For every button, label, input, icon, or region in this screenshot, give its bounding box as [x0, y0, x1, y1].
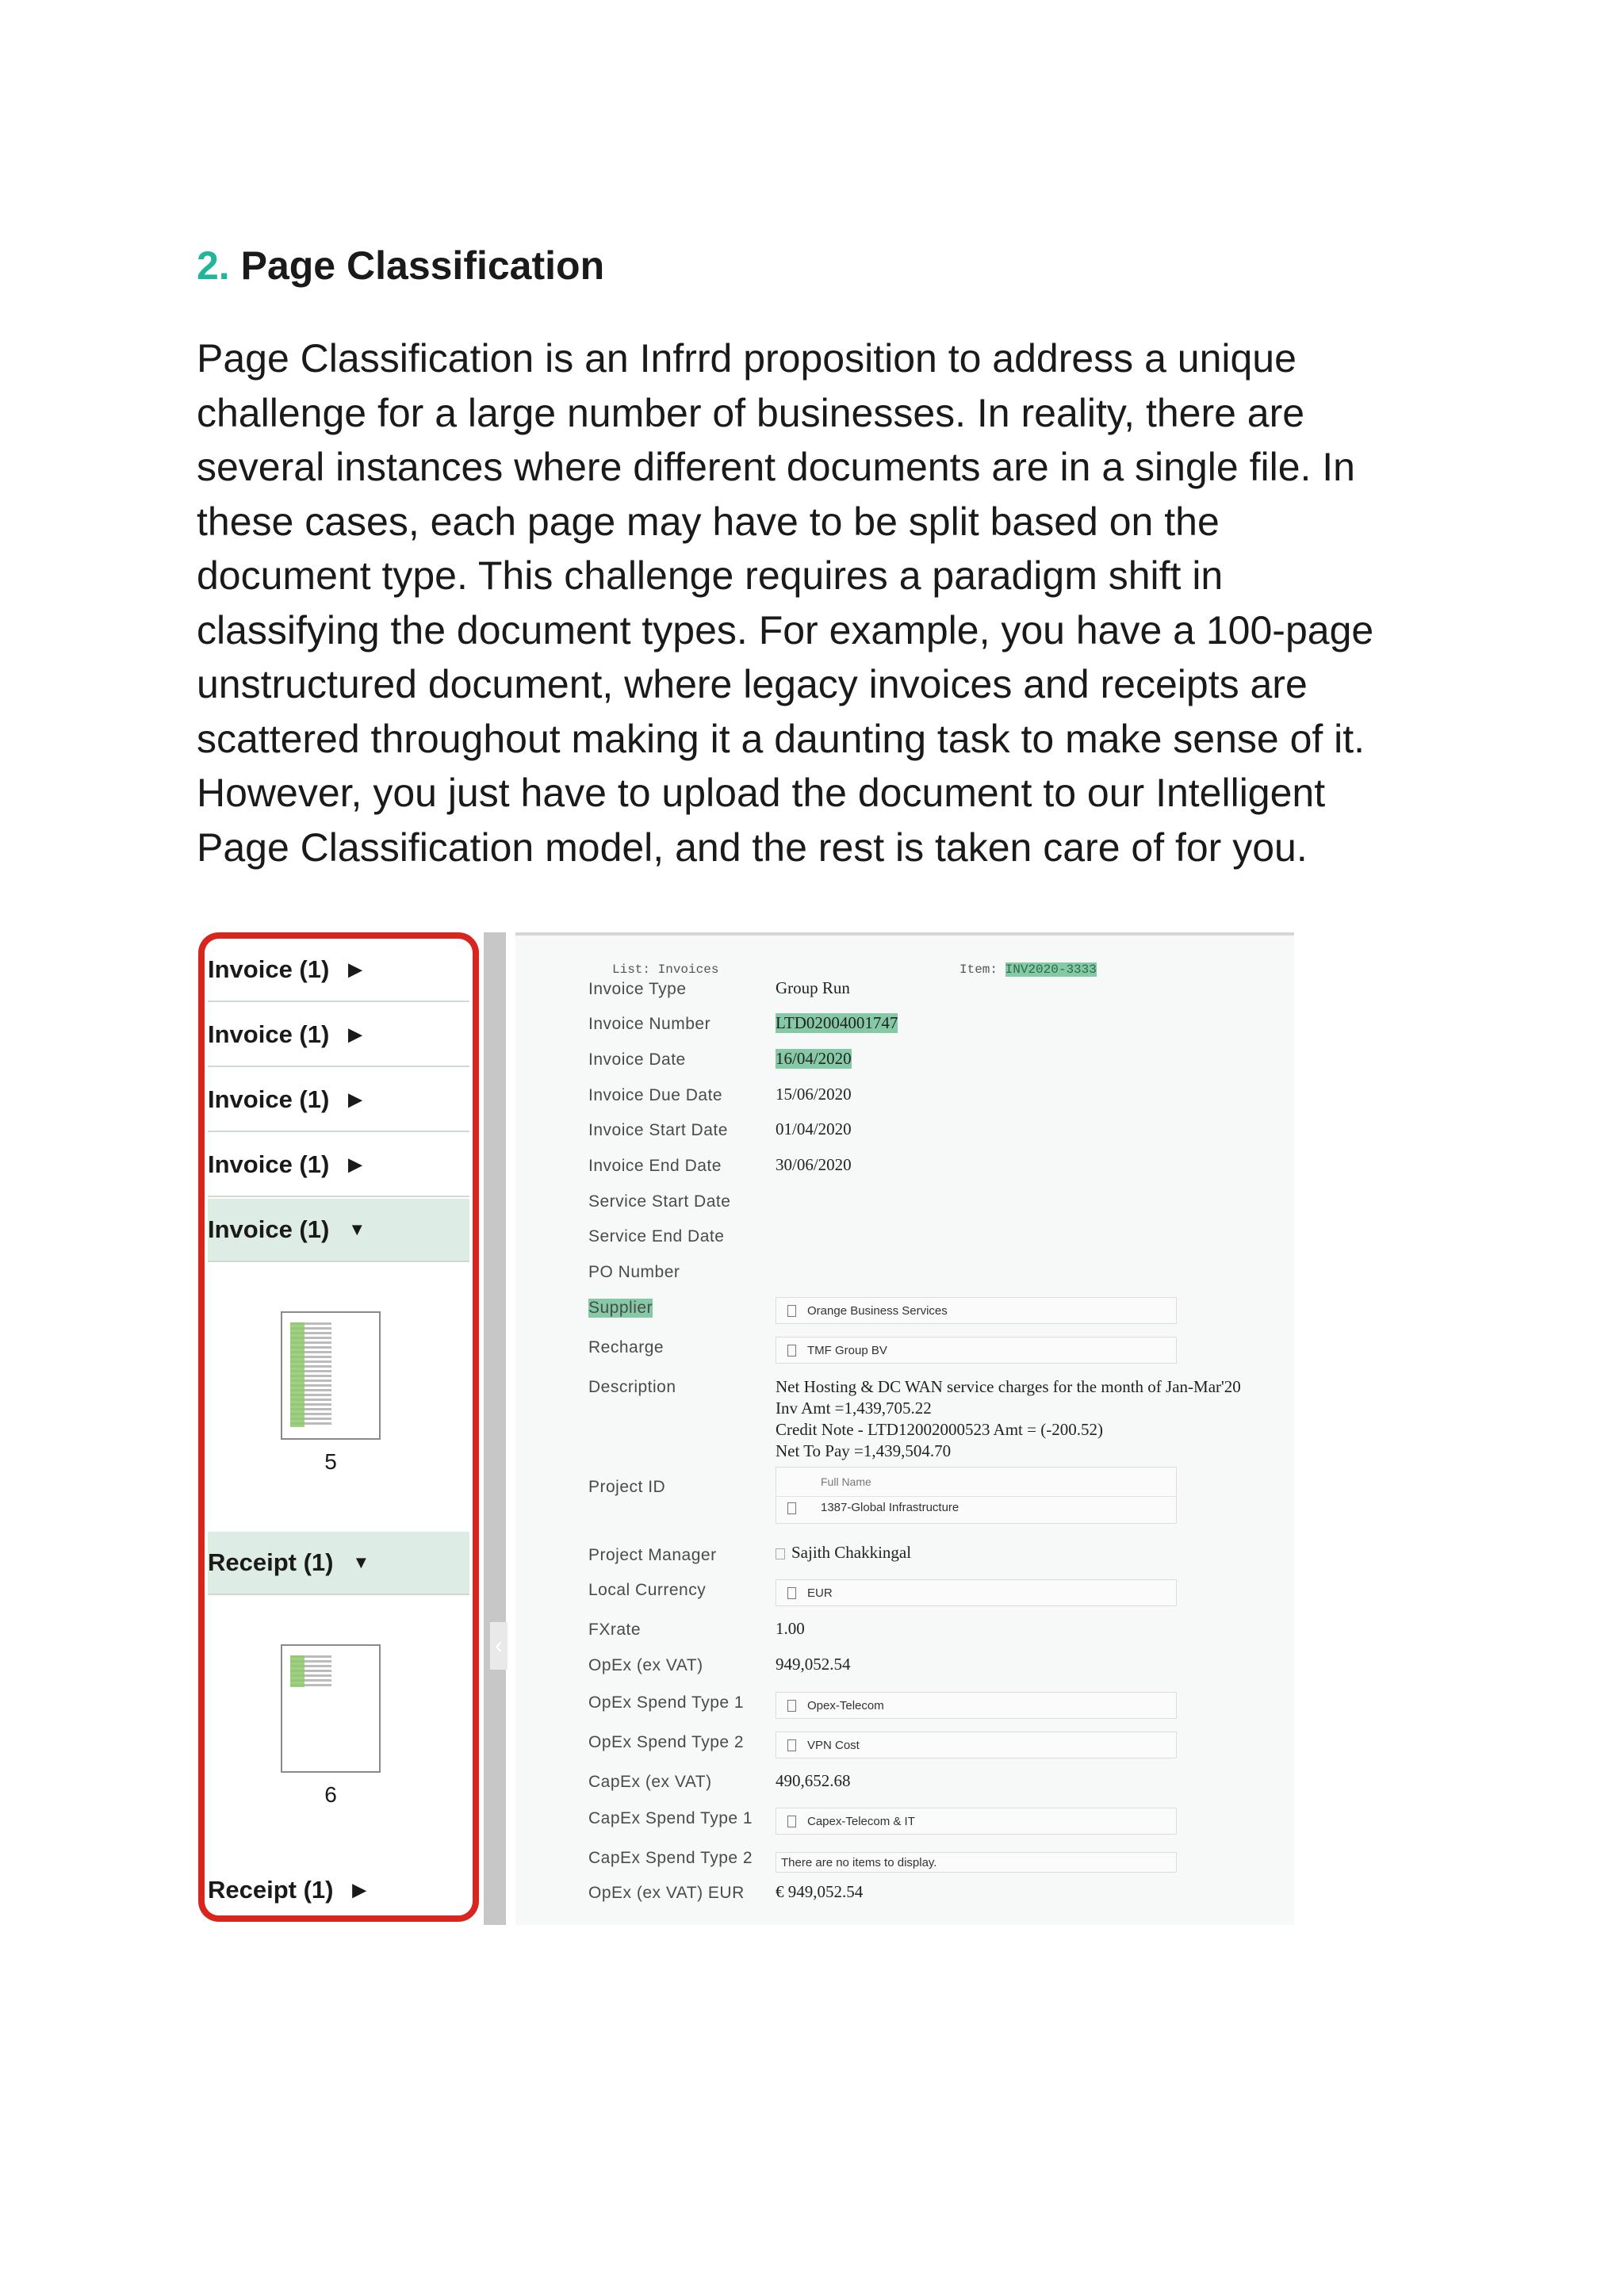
list-label: List: Invoices [612, 962, 719, 977]
project-manager-value [776, 1543, 911, 1563]
field-value: 01/04/2020 [776, 1119, 852, 1138]
description-value [776, 1376, 1241, 1462]
field-value: TMF Group BV [807, 1343, 887, 1357]
body-line: However, you just have to upload the document to our Intelligent [197, 771, 1326, 815]
body-line: unstructured document, where legacy invoices and receipts are [197, 662, 1308, 706]
document-icon [787, 1587, 796, 1599]
document-detail-pane [515, 932, 1294, 1925]
field-label: Invoice Start Date [588, 1121, 728, 1139]
field-label: OpEx Spend Type 1 [588, 1693, 745, 1712]
description-line: Net Hosting & DC WAN service charges for the month of Jan-Mar'20 [776, 1377, 1241, 1396]
body-line: document type. This challenge requires a paradigm shift in [197, 553, 1224, 598]
body-line: classifying the document types. For example, you have a 100-page [197, 607, 1374, 652]
expand-arrow-icon[interactable]: ▶ [348, 959, 362, 979]
field-label: CapEx Spend Type 1 [588, 1809, 753, 1827]
expand-arrow-icon[interactable]: ▶ [352, 1880, 366, 1900]
body-line: Page Classification is an Infrrd proposition to address a unique [197, 336, 1297, 381]
field-label: OpEx Spend Type 2 [588, 1733, 745, 1751]
doc-group-label: Receipt (1) [208, 1876, 334, 1904]
field-value: Orange Business Services [807, 1303, 948, 1318]
body-paragraph [197, 331, 1497, 874]
classification-pane [198, 932, 482, 1925]
field-label: Project ID [588, 1478, 666, 1496]
lookup-field[interactable] [776, 1579, 1177, 1606]
page-number: 5 [324, 1449, 337, 1474]
field-label: Invoice End Date [588, 1157, 722, 1175]
field-value: € 949,052.54 [776, 1882, 864, 1901]
screenshot-figure [198, 932, 1294, 1925]
field-label: OpEx (ex VAT) [588, 1656, 703, 1674]
body-line: several instances where different documents are in a single file. In [197, 445, 1355, 489]
field-value: EUR [807, 1586, 833, 1600]
field-label: Service End Date [588, 1227, 725, 1246]
lookup-field[interactable] [776, 1732, 1177, 1758]
field-value: 16/04/2020 [776, 1049, 852, 1068]
field-label: Recharge [588, 1338, 665, 1357]
doc-group-label: Invoice (1) [208, 955, 330, 983]
field-label: Invoice Date [588, 1050, 686, 1069]
body-line: challenge for a large number of businesses. In reality, there are [197, 390, 1305, 435]
section-title: Page Classification [240, 243, 605, 288]
project-id-field[interactable] [776, 1467, 1177, 1524]
lookup-field-empty[interactable] [776, 1852, 1177, 1873]
section-heading [197, 243, 604, 289]
chevron-left-icon[interactable]: ‹ [490, 1622, 508, 1670]
description-line: Inv Amt =1,439,705.22 [776, 1399, 932, 1418]
field-value: There are no items to display. [781, 1855, 937, 1869]
doc-group-label: Invoice (1) [208, 1020, 330, 1048]
collapse-arrow-icon[interactable]: ▼ [348, 1219, 366, 1239]
expand-arrow-icon[interactable]: ▶ [348, 1089, 362, 1109]
doc-group-label: Invoice (1) [208, 1150, 330, 1178]
field-label: CapEx (ex VAT) [588, 1773, 712, 1791]
field-label: Service Start Date [588, 1192, 731, 1211]
doc-group-label: Receipt (1) [208, 1548, 334, 1576]
document-icon [787, 1305, 796, 1317]
field-label: CapEx Spend Type 2 [588, 1849, 753, 1867]
field-value: 1.00 [776, 1619, 805, 1638]
field-value: VPN Cost [807, 1738, 860, 1752]
pane-divider[interactable] [484, 932, 506, 1925]
highlight-frame [198, 932, 479, 1922]
item-label-text: Item: [959, 962, 998, 977]
item-value: INV2020-3333 [1005, 962, 1097, 977]
lookup-field[interactable] [776, 1692, 1177, 1719]
lookup-field[interactable] [776, 1297, 1177, 1324]
field-label: Local Currency [588, 1581, 707, 1599]
field-label: Invoice Number [588, 1015, 711, 1033]
field-label: Supplier [588, 1299, 653, 1317]
field-value: 30/06/2020 [776, 1155, 852, 1174]
field-label: Project Manager [588, 1546, 717, 1564]
item-label [959, 962, 1097, 977]
page-number: 6 [324, 1782, 337, 1807]
person-icon [776, 1548, 785, 1559]
field-label: Invoice Type [588, 980, 687, 998]
body-line: Page Classification model, and the rest is taken care of for you. [197, 825, 1308, 870]
expand-arrow-icon[interactable]: ▶ [348, 1154, 362, 1174]
field-sublabel: Full Name [821, 1475, 871, 1488]
field-value: Group Run [776, 978, 850, 997]
document-icon [787, 1345, 796, 1357]
field-value: 15/06/2020 [776, 1085, 852, 1104]
divider [515, 932, 1294, 936]
section-number: 2. [197, 243, 230, 288]
field-label: OpEx (ex VAT) EUR [588, 1884, 745, 1902]
doc-group-label: Invoice (1) [208, 1085, 330, 1113]
field-label: PO Number [588, 1263, 680, 1281]
field-value: Sajith Chakkingal [791, 1543, 912, 1562]
lookup-field[interactable] [776, 1337, 1177, 1364]
field-value: 949,052.54 [776, 1655, 851, 1674]
body-line: these cases, each page may have to be split based on the [197, 499, 1220, 544]
field-label: Invoice Due Date [588, 1086, 723, 1104]
lookup-field[interactable] [776, 1808, 1177, 1835]
field-label: FXrate [588, 1621, 642, 1639]
collapse-arrow-icon[interactable]: ▼ [352, 1552, 370, 1572]
field-value: 1387-Global Infrastructure [821, 1501, 959, 1514]
document-icon [787, 1739, 796, 1751]
field-label: Description [588, 1378, 676, 1396]
field-value: LTD02004001747 [776, 1013, 898, 1032]
field-value: Capex-Telecom & IT [807, 1814, 915, 1828]
divider [776, 1496, 1176, 1497]
description-line: Credit Note - LTD12002000523 Amt = (-200.52) [776, 1420, 1103, 1439]
document-icon [787, 1700, 796, 1712]
field-value: Opex-Telecom [807, 1698, 884, 1712]
field-value: 490,652.68 [776, 1771, 851, 1790]
expand-arrow-icon[interactable]: ▶ [348, 1024, 362, 1044]
document-icon [787, 1502, 796, 1514]
doc-group-label: Invoice (1) [208, 1215, 330, 1243]
body-line: scattered throughout making it a daunting task to make sense of it. [197, 716, 1365, 761]
document-icon [787, 1816, 796, 1827]
description-line: Net To Pay =1,439,504.70 [776, 1441, 952, 1460]
